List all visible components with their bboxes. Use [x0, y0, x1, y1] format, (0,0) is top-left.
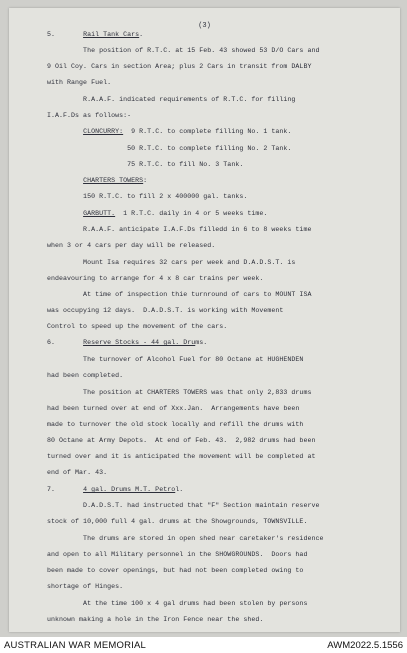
- text-line: 6. Reserve Stocks - 44 gal. Drums.: [47, 339, 208, 346]
- document-page: [9, 8, 400, 632]
- underlined-heading: CHARTERS TOWERS: [83, 177, 144, 184]
- text-line: At time of inspection thie turnround of cars to MOUNT ISA: [47, 291, 312, 298]
- text-line: At the time 100 x 4 gal drums had been stolen by persons: [47, 600, 308, 607]
- text-line: end of Mar. 43.: [47, 469, 108, 476]
- page-number: (3): [198, 22, 211, 30]
- text-line: Control to speed up the movement of the cars.: [47, 323, 228, 330]
- text-line: 7. 4 gal. Drums M.T. Petrol.: [47, 486, 184, 493]
- text-line: D.A.D.S.T. had instructed that "F" Section maintain reserve: [47, 502, 320, 509]
- underlined-heading: GARBUTT.: [83, 210, 116, 217]
- text-line: turned over and it is anticipated the movement will be completed at: [47, 453, 316, 460]
- underlined-heading: Rail Tank Cars: [83, 31, 140, 38]
- text-line: endeavouring to arrange for 4 x 8 car trains per week.: [47, 275, 264, 282]
- text-line: shortage of Hinges.: [47, 583, 124, 590]
- underlined-heading: CLONCURRY:: [83, 128, 124, 135]
- footer-accession-number: AWM2022.5.1556: [327, 640, 403, 651]
- text-line: R.A.A.F. anticipate I.A.F.Ds filledd in 6 to 8 weeks time: [47, 226, 312, 233]
- text-line: stock of 10,000 full 4 gal. drums at the Showgrounds, TOWNSVILLE.: [47, 518, 308, 525]
- underlined-heading: Reserve Stocks - 44 gal. Dru: [83, 339, 196, 346]
- text-line: CLONCURRY: 9 R.T.C. to complete filling No. 1 tank.: [83, 128, 292, 135]
- text-line: GARBUTT. 1 R.T.C. daily in 4 or 5 weeks time.: [83, 210, 268, 217]
- text-line: and open to all Military personnel in the SHOWGROUNDS. Doors had: [47, 551, 308, 558]
- text-line: The position at CHARTERS TOWERS was that only 2,833 drums: [47, 389, 312, 396]
- text-line: unknown making a hole in the Iron Fence near the shed.: [47, 616, 264, 623]
- text-line: The turnover of Alcohol Fuel for 80 Octane at HUGHENDEN: [47, 356, 304, 363]
- text-line: 50 R.T.C. to complete filling No. 2 Tank.: [47, 145, 292, 152]
- text-line: 80 Octane at Army Depots. At end of Feb. 43. 2,982 drums had been: [47, 437, 316, 444]
- footer-bar: [0, 637, 407, 653]
- text-line: 9 Oil Coy. Cars in section Area; plus 2 Cars in transit from DALBY: [47, 63, 312, 70]
- text-line: 150 R.T.C. to fill 2 x 400000 gal. tanks.: [47, 193, 248, 200]
- text-line: made to turnover the old stock locally and refill the drums with: [47, 421, 304, 428]
- text-line: The position of R.T.C. at 15 Feb. 43 showed 53 D/O Cars and: [47, 47, 320, 54]
- text-line: was occupying 12 days. D.A.D.S.T. is working with Movement: [47, 307, 284, 314]
- text-line: CHARTERS TOWERS:: [83, 177, 148, 184]
- text-line: I.A.F.Ds as follows:-: [47, 112, 132, 119]
- text-line: when 3 or 4 cars per day will be released.: [47, 242, 216, 249]
- text-line: 5. Rail Tank Cars.: [47, 31, 144, 38]
- text-line: Mount Isa requires 32 cars per week and D.A.D.S.T. is: [47, 259, 296, 266]
- text-line: 75 R.T.C. to fill No. 3 Tank.: [47, 161, 244, 168]
- text-line: The drums are stored in open shed near caretaker's residence: [47, 535, 324, 542]
- text-line: R.A.A.F. indicated requirements of R.T.C. for filling: [47, 96, 296, 103]
- underlined-heading: 4 gal. Drums M.T. Petro: [83, 486, 176, 493]
- text-line: been made to cover openings, but had not been completed owing to: [47, 567, 304, 574]
- footer-institution: AUSTRALIAN WAR MEMORIAL: [4, 640, 147, 651]
- text-line: with Range Fuel.: [47, 79, 112, 86]
- text-line: had been completed.: [47, 372, 124, 379]
- text-line: had been turned over at end of Xxx.Jan. Arrangements have been: [47, 405, 300, 412]
